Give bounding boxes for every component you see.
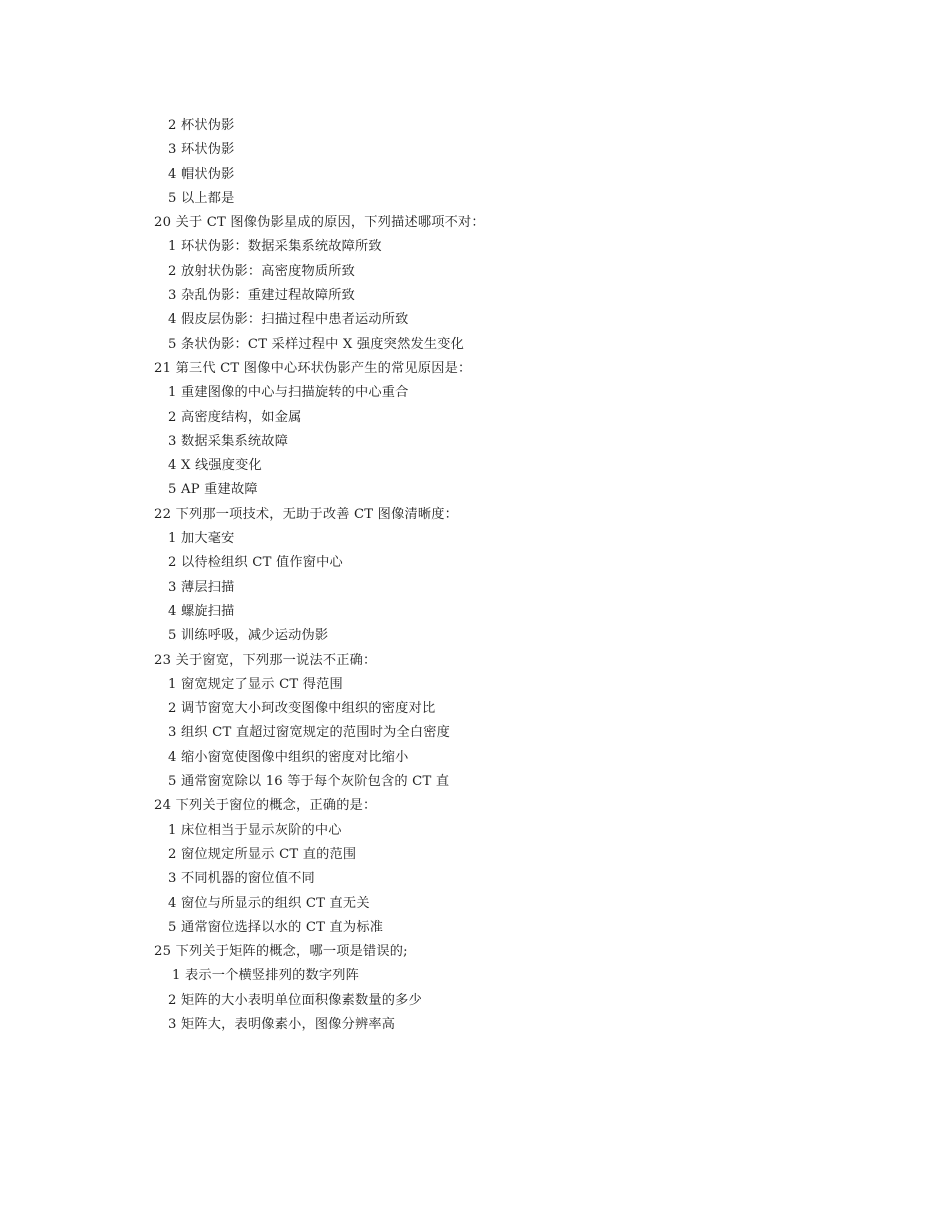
option-line: 5 通常窗位选择以水的 CT 直为标准: [168, 919, 384, 935]
question-line: 24 下列关于窗位的概念，正确的是：: [154, 798, 377, 814]
option-line: 4 假皮层伪影：扫描过程中患者运动所致: [168, 312, 409, 328]
question-list: [154, 114, 854, 1037]
option-line: 3 数据采集系统故障: [168, 433, 289, 449]
option-line: 4 X 线强度变化: [168, 458, 262, 474]
option-line: 5 训练呼吸，减少运动伪影: [168, 628, 329, 644]
option-line: 3 矩阵大，表明像素小，图像分辨率高: [168, 1016, 396, 1032]
option-line: 4 缩小窗宽使图像中组织的密度对比缩小: [168, 749, 409, 765]
question-line: 22 下列那一项技术，无助于改善 CT 图像清晰度：: [154, 506, 459, 522]
question-line: 25 下列关于矩阵的概念，哪一项是错误的;: [154, 944, 408, 960]
option-line: 5 条状伪影：CT 采样过程中 X 强度突然发生变化: [168, 336, 465, 352]
option-line: 4 螺旋扫描: [168, 603, 235, 619]
question-line: 20 关于 CT 图像伪影星成的原因，下列描述哪项不对：: [154, 215, 485, 231]
option-line: 1 环状伪影：数据采集系统故障所致: [168, 239, 382, 255]
option-line: 2 以待检组织 CT 值作窗中心: [168, 555, 343, 571]
option-line: 1 重建图像的中心与扫描旋转的中心重合: [168, 385, 409, 401]
option-line: 5 通常窗宽除以 16 等于每个灰阶包含的 CT 直: [168, 774, 450, 790]
option-line: 2 矩阵的大小表明单位面积像素数量的多少: [168, 992, 422, 1008]
option-line: 2 杯状伪影: [168, 118, 235, 133]
option-line: 1 表示一个横竖排列的数字列阵: [172, 968, 360, 984]
option-line: 3 环状伪影: [168, 142, 235, 158]
option-line: 1 床位相当于显示灰阶的中心: [168, 822, 342, 838]
option-line: 3 不同机器的窗位值不同: [168, 871, 315, 887]
option-line: 1 窗宽规定了显示 CT 得范围: [168, 676, 343, 692]
option-line: 4 窗位与所显示的组织 CT 直无关: [168, 895, 370, 911]
option-line: 5 AP 重建故障: [168, 482, 258, 498]
option-line: 5 以上都是: [168, 190, 235, 206]
option-line: 2 调节窗宽大小珂改变图像中组织的密度对比: [168, 701, 436, 717]
option-line: 2 高密度结构，如金属: [168, 409, 302, 425]
option-line: 3 组织 CT 直超过窗宽规定的范围时为全白密度: [168, 725, 451, 741]
question-line: 23 关于窗宽，下列那一说法不正确：: [154, 652, 377, 668]
option-line: 2 窗位规定所显示 CT 直的范围: [168, 846, 357, 862]
option-line: 4 帽状伪影: [168, 166, 235, 182]
option-line: 2 放射状伪影：高密度物质所致: [168, 263, 356, 279]
option-line: 3 杂乱伪影：重建过程故障所致: [168, 288, 356, 304]
option-line: 1 加大毫安: [168, 531, 235, 547]
question-line: 21 第三代 CT 图像中心环状伪影产生的常见原因是：: [154, 360, 472, 376]
option-line: 3 薄层扫描: [168, 579, 235, 595]
